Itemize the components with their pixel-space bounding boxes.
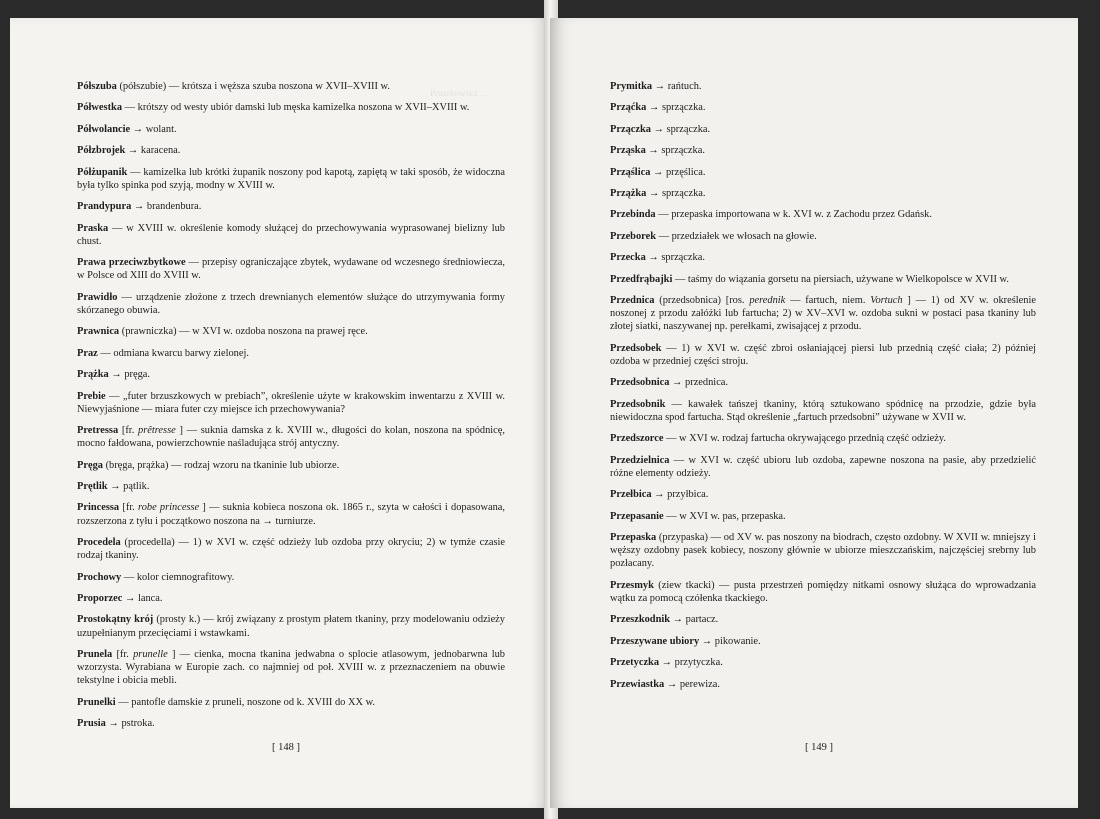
entry-definition: (przedsobnica) [ros. [654,294,750,306]
dictionary-entry [610,294,1036,334]
dictionary-entry [610,144,1036,157]
dictionary-entry [77,536,505,562]
entry-headword: Prusia [77,718,106,730]
entry-definition: → perewiza. [664,678,720,690]
entry-headword: Półzbrojek [77,145,126,157]
entry-definition: ] — suknia kobieca noszona ok. 1865 r., szyta w całości i dopasowana, rozszerzona z tyłu i początkowo noszona na → turniurze. [77,502,505,527]
dictionary-entry [610,454,1036,480]
entry-definition: ] — 1) od XV w. określenie noszonej z przodu załóżki lub fartucha; 2) w XV–XVI w. ozdoba sukni w postaci pasa tkaniny lub złotej siatki, naszywanej np. perełkami, zwisającej z przodu. [610,294,1036,333]
dictionary-entry [77,347,505,360]
entry-headword: Przedfrąbajki [610,273,673,285]
dictionary-entry [77,459,505,472]
entry-definition: → wolant. [130,123,177,135]
dictionary-entry [610,510,1036,523]
entry-definition: → przyłbica. [651,489,709,501]
entry-definition: — przepisy ograniczające zbytek, wydawane od wczesnego średniowiecza, w Polsce od XIII do XVIII w. [77,257,505,282]
bleed-through-text: Pruszkowska … [430,88,489,98]
entry-headword: Przedsobnica [610,377,670,389]
entry-headword: Prymitka [610,81,653,92]
entry-headword: Prawidło [77,291,118,303]
entry-headword: Przełbica [610,489,652,501]
dictionary-entry [77,222,505,248]
entry-headword: Przedszorce [610,433,664,445]
dictionary-entry [77,291,505,317]
entry-definition: — kamizelka lub krótki żupanik noszony pod kapotą, zapiętą w taki sposób, że widoczna była tylko spinka pod szyją, modny w XVIII w. [77,166,505,191]
entry-headword: Przetyczka [610,657,660,669]
entry-headword: Półżupanik [77,166,128,178]
entry-definition: — kawałek tańszej tkaniny, którą sztukowano spódnicę na przodzie, gdzie była niewidoczna spod fartucha. Stąd określenie „fartuch przedsobni” używane w XVII w. [610,398,1036,423]
dictionary-entry [610,123,1036,136]
entry-foreign-term: prunelle [133,649,168,661]
dictionary-entry [610,656,1036,669]
entry-headword: Prebie [77,390,106,402]
entry-definition: [fr. [118,425,139,437]
entry-foreign-term: prêtresse [138,425,176,437]
dictionary-entry [77,166,505,192]
entry-definition: (procedella) — 1) w XVI w. część odzieży lub ozdoba przy okryciu; 2) w tymże czasie rodzaj tkaniny. [77,537,505,562]
dictionary-entry [77,101,505,114]
dictionary-entry [610,488,1036,501]
entry-headword: Pręga [77,459,103,471]
entry-headword: Przepasanie [610,510,664,522]
entry-headword: Prandypura [77,201,132,213]
entry-definition: → sprzączka. [646,187,706,199]
entry-list-left [77,80,505,739]
entry-definition: → sprzączka. [650,123,711,135]
dictionary-entry [610,613,1036,626]
entry-headword: Prążka [77,369,109,381]
entry-headword: Półszuba [77,81,117,92]
dictionary-entry [610,678,1036,691]
entry-list-right [610,80,1036,699]
dictionary-entry [77,592,505,605]
entry-definition: — w XVI w. rodzaj fartucha okrywającego przednią część odzieży. [663,433,946,445]
dictionary-entry [610,376,1036,389]
entry-headword: Prząślica [610,166,651,178]
entry-definition: → lanca. [122,593,163,605]
dictionary-entry [610,187,1036,200]
entry-definition: — kolor ciemnografitowy. [121,571,235,583]
dictionary-entry [77,123,505,136]
entry-headword: Półwolancie [77,123,131,135]
page-number: [ 148 ] [272,742,300,753]
entry-headword: Przedzielnica [610,454,670,466]
entry-definition: — pantofle damskie z pruneli, noszone od k. XVIII do XX w. [115,696,376,708]
entry-headword: Przeszkodnik [610,614,671,626]
dictionary-entry [77,648,505,688]
dictionary-entry [610,101,1036,114]
entry-definition: — fartuch, niem. [785,294,871,306]
entry-headword: Procedela [77,537,121,549]
dictionary-entry [610,166,1036,179]
entry-definition: → pikowanie. [699,635,761,647]
entry-definition: — odmiana kwarcu barwy zielonej. [97,347,249,359]
entry-headword: Prochowy [77,571,122,583]
entry-headword: Przeborek [610,230,656,242]
dictionary-entry [77,390,505,416]
dictionary-entry [77,717,505,730]
entry-definition: ] — suknia damska z k. XVIII w., długości do kolan, noszona na spódnicę, mocno fałdowana, powierzchownie naśladująca strój antyczny. [77,425,505,450]
entry-definition: → karacena. [125,145,181,157]
entry-headword: Przedsobek [610,342,662,354]
page-number: [ 149 ] [805,742,833,753]
dictionary-entry [77,424,505,450]
entry-headword: Przążka [610,187,647,199]
entry-definition: (bręga, prążka) — rodzaj wzoru na tkaninie lub ubiorze. [102,459,340,471]
left-page [10,18,550,808]
entry-definition: — „futer brzuszkowych w prebiach”, określenie użyte w krakowskim inwentarzu z XVIII w. Niewyjaśnione — miara futer czy miejsce ich przechowywania? [77,390,505,415]
dictionary-entry [610,208,1036,221]
entry-headword: Prawnica [77,326,120,338]
entry-headword: Przeszywane ubiory [610,635,700,647]
entry-headword: Przebinda [610,209,656,221]
entry-definition: — krótszy od westy ubiór damski lub męska kamizelka noszona w XVII–XVIII w. [122,102,470,114]
dictionary-entry [77,80,505,93]
entry-headword: Pretressa [77,425,119,437]
entry-headword: Princessa [77,502,120,514]
entry-foreign-term: robe princesse [138,502,200,514]
entry-definition: → sprzączka. [645,145,705,157]
entry-headword: Praska [77,222,109,234]
entry-definition: → pstroka. [105,718,155,730]
dictionary-entry [610,80,1036,93]
entry-definition: → partacz. [670,614,719,626]
entry-definition: (prosty k.) — krój związany z prostym płatem tkaniny, przy modelowaniu odzieży uzupełnianym przecięciami i wstawkami. [77,614,505,639]
right-page [550,18,1078,808]
entry-definition: — urządzenie złożone z trzech drewnianych elementów służące do utrzymywania formy skórzanego obuwia. [77,291,505,316]
entry-headword: Przewiastka [610,678,665,690]
entry-definition: → pątlik. [107,481,150,493]
entry-headword: Przedsobnik [610,398,666,410]
entry-headword: Prunelki [77,696,116,708]
entry-foreign-term: perednik [749,294,786,306]
entry-headword: Praz [77,347,98,359]
dictionary-entry [77,696,505,709]
entry-definition: (przypaska) — od XV w. pas noszony na biodrach, często ozdobny. W XVII w. mniejszy i węższy ozdobny pasek kobiecy, noszony głównie w ubiorze mieszczańskim, najczęściej srebrny lub pozłacany. [610,532,1036,570]
entry-definition: — przepaska importowana w k. XVI w. z Zachodu przez Gdańsk. [655,209,932,221]
dictionary-entry [610,432,1036,445]
entry-definition: → brandenbura. [131,201,202,213]
entry-definition: → sprzączka. [645,252,705,264]
entry-definition: — w XVI w. pas, przepaska. [663,510,786,522]
dictionary-entry [77,613,505,639]
dictionary-entry [610,251,1036,264]
entry-headword: Prząska [610,145,646,157]
entry-definition: ] — cienka, mocna tkanina jedwabna o splocie atlasowym, jednobarwna lub wzorzysta. Wyrabiana w Europie zach. co najmniej od poł. XVIII w. z przeznaczeniem na obuwie tekstylne i obicia mebli. [77,649,505,687]
entry-definition: (prawniczka) — w XVI w. ozdoba noszona na prawej ręce. [119,326,368,338]
dictionary-entry [77,480,505,493]
entry-definition: → przęślica. [650,166,706,178]
entry-definition: (półszubie) — krótsza i węższa szuba noszona w XVII–XVIII w. [116,81,390,92]
dictionary-entry [77,325,505,338]
entry-definition: → pręga. [108,369,151,381]
entry-definition: [fr. [119,502,139,514]
dictionary-entry [610,579,1036,605]
dictionary-entry [77,200,505,213]
entry-headword: Półwestka [77,102,123,114]
dictionary-entry [610,531,1036,571]
entry-definition: → przednica. [669,377,729,389]
entry-headword: Przecka [610,252,646,264]
entry-headword: Prunela [77,649,113,661]
entry-headword: Przączka [610,123,651,135]
dictionary-entry [610,230,1036,243]
entry-definition: — przedziałek we włosach na głowie. [655,230,817,242]
dictionary-entry [77,144,505,157]
dictionary-entry [77,501,505,527]
dictionary-entry [77,368,505,381]
entry-definition: — w XVI w. część ubioru lub ozdoba, zapewne noszona na pasie, aby przedzielić różne elementy odzieży. [610,454,1036,479]
entry-headword: Prostokątny krój [77,614,154,626]
dictionary-entry [610,398,1036,424]
entry-definition: → przytyczka. [659,657,723,669]
entry-headword: Przepaska [610,532,657,544]
entry-headword: Prętlik [77,481,108,493]
entry-definition: → sprzączka. [646,102,706,114]
entry-headword: Proporzec [77,593,123,605]
entry-definition: (ziew tkacki) — pusta przestrzeń pomiędzy nitkami osnowy służąca do wprowadzania wątku za pomocą czółenka tkackiego. [610,579,1036,605]
entry-headword: Prawa przeciwzbytkowe [77,257,186,269]
entry-definition: — taśmy do wiązania gorsetu na piersiach, używane w Wielkopolsce w XVII w. [672,273,1009,285]
entry-foreign-term: Vortuch [870,294,903,306]
entry-definition: [fr. [112,649,134,661]
dictionary-entry [610,342,1036,368]
entry-definition: — w XVIII w. określenie komody służącej do przechowywania wyprasowanej bielizny lub chust. [77,222,505,247]
entry-headword: Prząćka [610,102,647,114]
entry-definition: — 1) w XVI w. część zbroi osłaniającej piersi lub przednią część ciała; 2) później ozdoba w przedniej części stroju. [610,342,1036,367]
dictionary-entry [77,256,505,282]
dictionary-entry [610,273,1036,286]
entry-headword: Przednica [610,294,655,306]
entry-headword: Przesmyk [610,579,654,591]
dictionary-entry [77,571,505,584]
dictionary-entry [610,635,1036,648]
entry-definition: → rańtuch. [652,81,702,92]
